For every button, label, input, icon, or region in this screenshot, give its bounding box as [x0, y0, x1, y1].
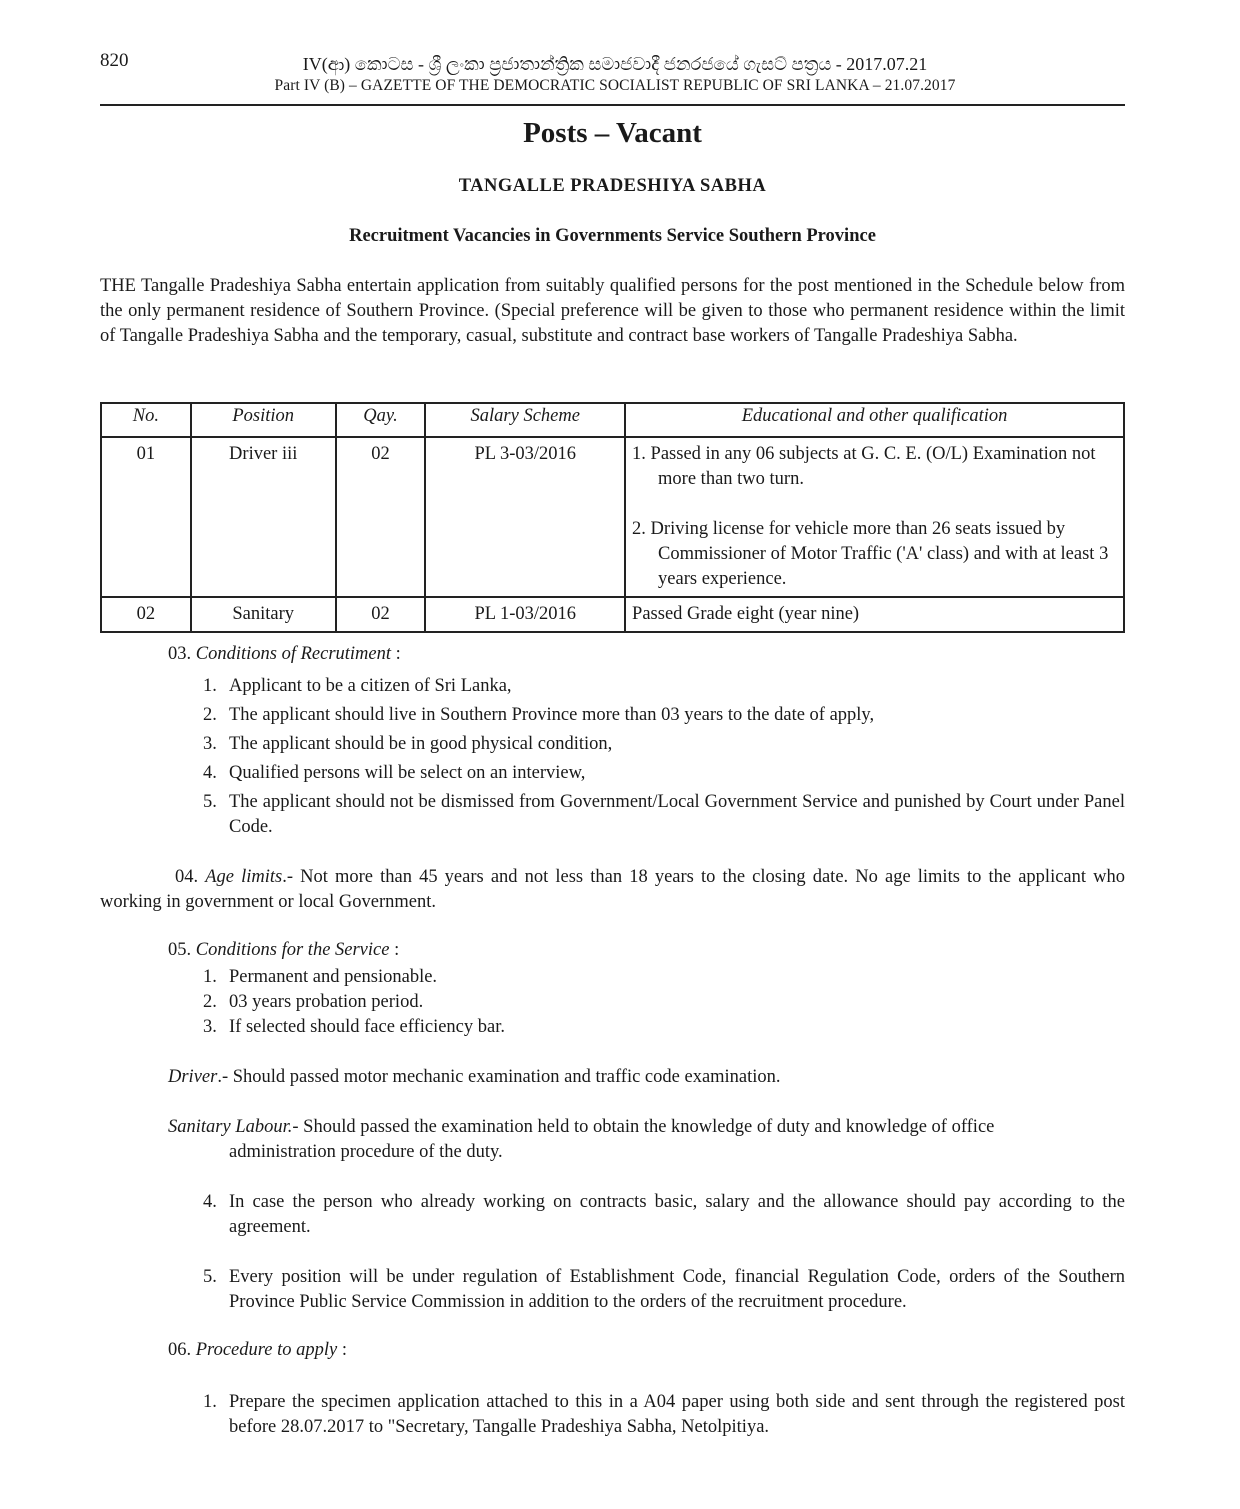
qualification-item: 2. Driving license for vehicle more than 26 seats issued by Commissioner of Motor Traffic ('A' class) and with at least 3 years experience. [632, 519, 1109, 589]
cell-salary: PL 1-03/2016 [425, 597, 625, 632]
section-03-heading: 03. Conditions of Recrutiment : [168, 644, 401, 664]
intro-paragraph: THE Tangalle Pradeshiya Sabha entertain application from suitably qualified persons for the post mentioned in the Schedule below from the only permanent residence of Southern Province. (Special preference will be given to those who permanent residence within the limit of Tangalle Pradeshiya Sabha and the temporary, casual, substitute and contract base workers of Tangalle Pradeshiya Sabha. [100, 276, 1125, 346]
cell-qty: 02 [336, 437, 426, 597]
list-item: 3. If selected should face efficiency bar. [203, 1017, 505, 1037]
col-header-no: No. [101, 403, 191, 437]
cell-no: 01 [101, 437, 191, 597]
authority-name: TANGALLE PRADESHIYA SABHA [458, 176, 767, 196]
qualification-item: 1. Passed in any 06 subjects at G. C. E. (O/L) Examination not more than two turn. [632, 444, 1096, 489]
list-item: 4. Qualified persons will be select on an interview, [203, 763, 586, 783]
table-row [101, 597, 1124, 632]
cell-qualification: Passed Grade eight (year nine) [625, 597, 1124, 632]
sanitary-note: Sanitary Labour.- Should passed the examination held to obtain the knowledge of duty and knowledge of office administration procedure of the duty. [168, 1117, 995, 1162]
gazette-header-english: Part IV (B) – GAZETTE OF THE DEMOCRATIC SOCIALIST REPUBLIC OF SRI LANKA – 21.07.2017 [274, 77, 956, 94]
list-item: 1. Prepare the specimen application attached to this in a A04 paper using both side and sent through the registered post before 28.07.2017 to "Secretary, Tangalle Pradeshiya Sabha, Netolpitiya. [203, 1392, 1125, 1437]
schedule-table [100, 402, 1125, 633]
gazette-header-sinhala: IV(ආ) කොටස - ශ්‍රී ලංකා ප්‍රජාතාන්ත්‍රික සමාජවාදී ජනරජයේ ගැසට් පත්‍රය - 2017.07.21 [302, 54, 928, 74]
col-header-salary: Salary Scheme [425, 403, 625, 437]
cell-no: 02 [101, 597, 191, 632]
list-item: 5. The applicant should not be dismissed from Government/Local Government Service and punished by Court under Panel Code. [203, 792, 1125, 837]
col-header-position: Position [191, 403, 336, 437]
section-04-paragraph: 04. Age limits.- Not more than 45 years and not less than 18 years to the closing date. No age limits to the applicant who working in government or local Government. [100, 867, 1125, 912]
table-row [101, 437, 1124, 597]
notice-subtitle: Recruitment Vacancies in Governments Service Southern Province [349, 226, 876, 246]
cell-position: Sanitary [191, 597, 336, 632]
cell-qty: 02 [336, 597, 426, 632]
driver-note: Driver.- Should passed motor mechanic examination and traffic code examination. [168, 1067, 781, 1087]
col-header-qty: Qay. [336, 403, 426, 437]
list-item: 1. Applicant to be a citizen of Sri Lanka, [203, 676, 512, 696]
section-05-heading: 05. Conditions for the Service : [168, 940, 400, 960]
page-number: 820 [100, 50, 129, 71]
col-header-qualification: Educational and other qualification [625, 403, 1124, 437]
list-item: 4. In case the person who already working on contracts basic, salary and the allowance should pay according to the agreement. [203, 1192, 1125, 1237]
cell-qualification [625, 437, 1124, 597]
list-item: 5. Every position will be under regulation of Establishment Code, financial Regulation Code, orders of the Southern Province Public Service Commission in addition to the orders of the recruitment procedure. [203, 1267, 1125, 1312]
table-header-row [101, 403, 1124, 437]
list-item: 3. The applicant should be in good physical condition, [203, 734, 613, 754]
list-item: 1. Permanent and pensionable. [203, 967, 438, 987]
list-item: 2. The applicant should live in Southern Province more than 03 years to the date of apply, [203, 705, 875, 725]
section-06-heading: 06. Procedure to apply : [168, 1340, 347, 1360]
cell-position: Driver iii [191, 437, 336, 597]
list-item: 2. 03 years probation period. [203, 992, 424, 1012]
header-rule [100, 104, 1125, 106]
cell-salary: PL 3-03/2016 [425, 437, 625, 597]
page-title: Posts – Vacant [523, 117, 702, 149]
